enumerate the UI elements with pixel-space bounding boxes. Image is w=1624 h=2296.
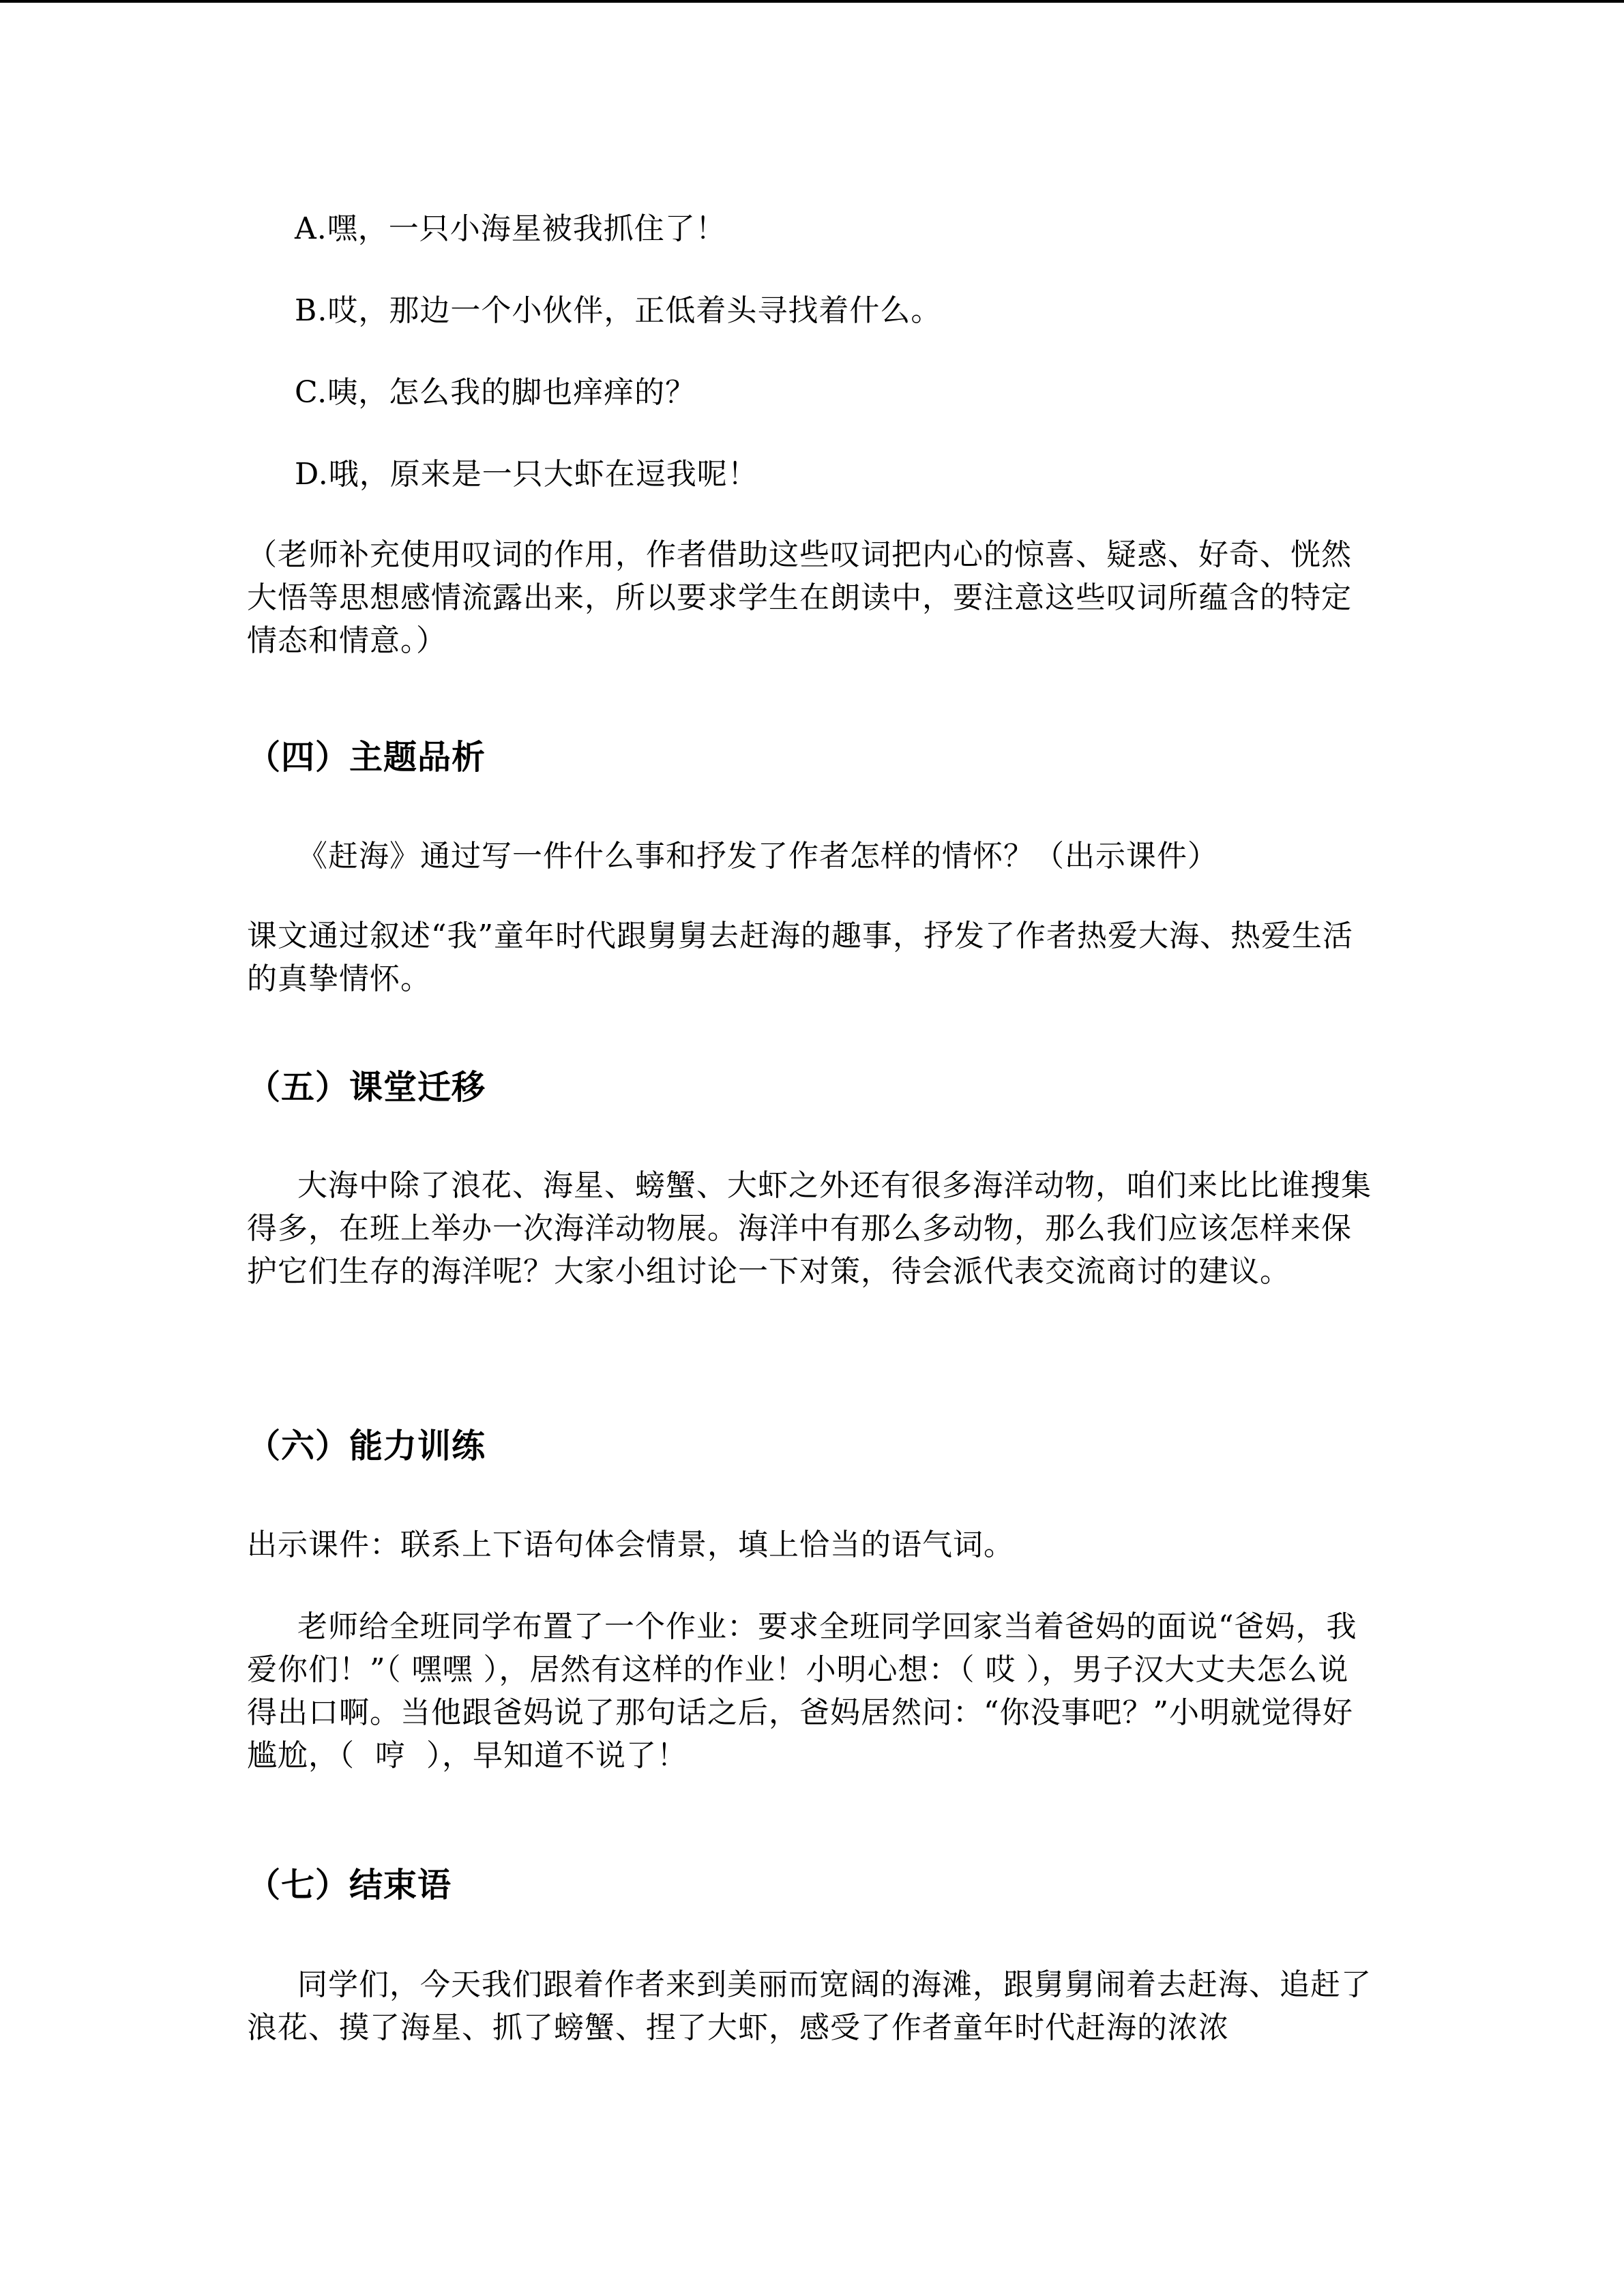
option-d: D.哦，原来是一只大虾在逗我呢！ xyxy=(295,457,758,492)
section-heading-7: （七）结束语 xyxy=(247,1866,452,1905)
section-6-exercise: 老师给全班同学布置了一个作业：要求全班同学回家当着爸妈的面说“爸妈，我爱你们！”（ 嘿嘿 ），居然有这样的作业！小明心想：（ 哎 ），男子汉大丈夫怎么说得出口啊。当他跟爸妈说了那句话之后，爸妈居然问：“你没事吧？”小明就觉得好尴尬，（ 哼 ），早知道不说了！ xyxy=(247,1609,1357,1773)
option-c: C.咦，怎么我的脚也痒痒的？ xyxy=(295,375,696,410)
page-top-border xyxy=(0,0,1624,3)
section-4-question: 《赶海》通过写一件什么事和抒发了作者怎样的情怀？（出示课件） xyxy=(297,839,1218,874)
option-a: A.嘿，一只小海星被我抓住了！ xyxy=(295,211,726,246)
teacher-note: （老师补充使用叹词的作用，作者借助这些叹词把内心的惊喜、疑惑、好奇、恍然大悟等思想感情流露出来，所以要求学生在朗读中，要注意这些叹词所蕴含的特定情态和情意。） xyxy=(247,537,1352,658)
option-b: B.哎，那边一个小伙伴，正低着头寻找着什么。 xyxy=(295,293,942,328)
section-7-body: 同学们，今天我们跟着作者来到美丽而宽阔的海滩，跟舅舅闹着去赶海、追赶了浪花、摸了海星、抓了螃蟹、捏了大虾，感受了作者童年时代赶海的浓浓 xyxy=(247,1967,1372,2045)
section-5-body: 大海中除了浪花、海星、螃蟹、大虾之外还有很多海洋动物，咱们来比比谁搜集得多，在班上举办一次海洋动物展。海洋中有那么多动物，那么我们应该怎样来保护它们生存的海洋呢？大家小组讨论一下对策，待会派代表交流商讨的建议。 xyxy=(247,1168,1372,1289)
section-heading-5: （五）课堂迁移 xyxy=(247,1068,486,1107)
section-heading-4: （四）主题品析 xyxy=(247,738,486,777)
section-4-answer: 课文通过叙述“我”童年时代跟舅舅去赶海的趣事，抒发了作者热爱大海、热爱生活的真挚情怀。 xyxy=(247,919,1353,996)
section-heading-6: （六）能力训练 xyxy=(247,1427,486,1465)
section-6-instruction: 出示课件：联系上下语句体会情景，填上恰当的语气词。 xyxy=(247,1527,1014,1562)
